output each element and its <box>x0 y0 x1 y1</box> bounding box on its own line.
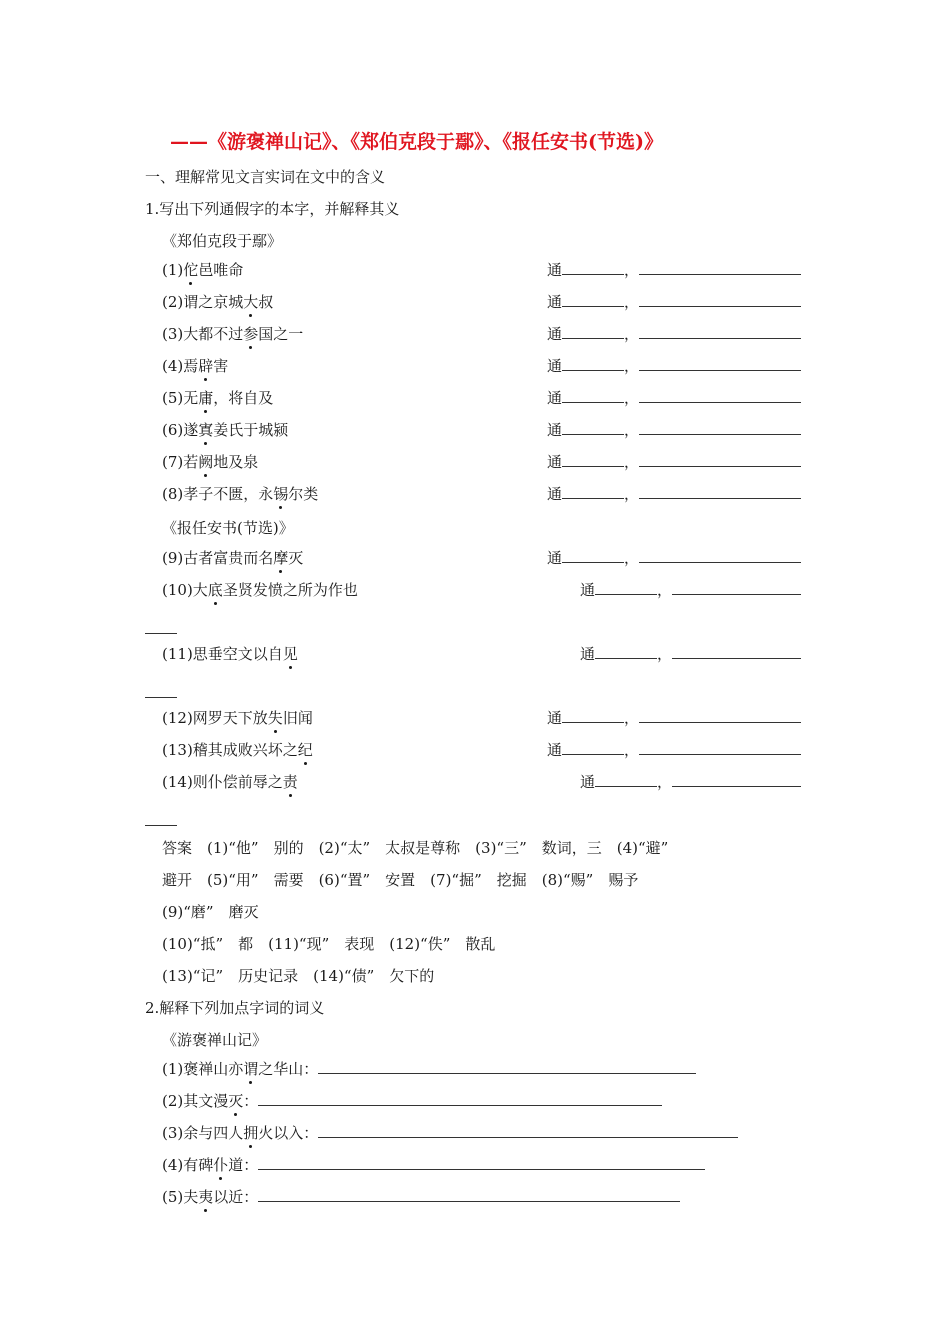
item-text: (9)古者富贵而名 <box>162 549 274 567</box>
item-text: 圣贤发愤之所为作也 <box>222 581 358 599</box>
original-char-blank[interactable] <box>562 356 624 371</box>
tong-label: 通 <box>547 709 563 727</box>
page-title: ——《游褒禅山记》、《郑伯克段于鄢》、《报任安书(节选)》 <box>170 131 663 153</box>
tong-label: 通 <box>547 357 563 375</box>
question-1-heading: 1.写出下列通假字的本字，并解释其义 <box>145 200 400 218</box>
item-text: 旧闻 <box>282 709 313 727</box>
item-text-row <box>162 324 303 344</box>
meaning-blank[interactable] <box>639 484 801 499</box>
item-text: 尔类 <box>288 485 319 503</box>
answer-line-2: 避开 (5)“用” 需要 (6)“置” 安置 (7)“掘” 挖掘 (8)“赐” 赐予 <box>162 871 639 889</box>
answer-blank-group <box>547 484 801 504</box>
item-text-row <box>162 356 228 376</box>
original-char-blank[interactable] <box>562 484 624 499</box>
emphasized-char: 灭 <box>228 1092 244 1110</box>
item-text-row <box>162 644 298 664</box>
comma: ， <box>624 293 640 311</box>
item-text: (1)褒禅山亦 <box>162 1060 244 1078</box>
item-text: (5)夫 <box>162 1188 199 1206</box>
answer-line-1: 答案 (1)“他” 别的 (2)“太” 太叔是尊称 (3)“三” 数词，三 (4)“避” <box>162 839 669 857</box>
emphasized-char: 寘 <box>198 421 214 439</box>
definition-blank[interactable] <box>258 1155 705 1170</box>
tong-label: 通 <box>547 485 563 503</box>
answer-blank-group <box>547 356 801 376</box>
comma: ， <box>624 357 640 375</box>
meaning-blank[interactable] <box>672 580 801 595</box>
tong-label: 通 <box>547 389 563 407</box>
tong-label: 通 <box>547 325 563 343</box>
item-text: 之华山： <box>258 1060 319 1078</box>
item-text: (3)大都不过 <box>162 325 244 343</box>
original-char-blank[interactable] <box>562 420 624 435</box>
comma: ， <box>624 485 640 503</box>
item-text-row <box>162 548 303 568</box>
meaning-blank[interactable] <box>639 388 801 403</box>
definition-blank[interactable] <box>258 1091 662 1106</box>
comma: ， <box>624 741 640 759</box>
comma: ， <box>624 709 640 727</box>
item-text-row <box>162 1059 696 1079</box>
tong-label: 通 <box>547 293 563 311</box>
item-text: ，将自及 <box>213 389 274 407</box>
meaning-blank[interactable] <box>639 292 801 307</box>
emphasized-char: 纪 <box>297 741 313 759</box>
item-text: (2)谓之京城 <box>162 293 244 311</box>
comma: ， <box>624 421 640 439</box>
item-text-row <box>162 1187 680 1207</box>
item-text: (12)网罗天下放 <box>162 709 268 727</box>
item-text: (2)其文漫 <box>162 1092 229 1110</box>
answer-blank-group <box>547 740 801 760</box>
tong-label: 通 <box>580 645 596 663</box>
item-text-row <box>162 1155 705 1175</box>
original-char-blank[interactable] <box>562 292 624 307</box>
emphasized-char: 锡 <box>273 485 289 503</box>
emphasized-char: 阙 <box>198 453 214 471</box>
item-text: (7)若 <box>162 453 199 471</box>
item-text: 以近： <box>213 1188 259 1206</box>
emphasized-char: 大 <box>243 293 259 311</box>
wrap-underline <box>145 811 177 831</box>
answer-blank-group <box>580 580 801 600</box>
wrap-underline <box>145 683 177 703</box>
item-text-row <box>162 1091 662 1111</box>
original-char-blank[interactable] <box>562 740 624 755</box>
definition-blank[interactable] <box>318 1123 738 1138</box>
comma: ， <box>657 581 673 599</box>
item-text: 道： <box>228 1156 259 1174</box>
meaning-blank[interactable] <box>639 420 801 435</box>
meaning-blank[interactable] <box>639 260 801 275</box>
emphasized-char: 底 <box>207 581 223 599</box>
item-text: 地及泉 <box>213 453 259 471</box>
item-text-row <box>162 388 273 408</box>
section-heading-1: 一、理解常见文言实词在文中的含义 <box>145 168 386 186</box>
group-title-zheng-bo: 《郑伯克段于鄢》 <box>162 232 283 250</box>
comma: ， <box>624 261 640 279</box>
tong-label: 通 <box>547 453 563 471</box>
item-text: (4)焉 <box>162 357 199 375</box>
item-text: (5)无 <box>162 389 199 407</box>
meaning-blank[interactable] <box>639 356 801 371</box>
original-char-blank[interactable] <box>562 388 624 403</box>
item-text: (10)大 <box>162 581 208 599</box>
group-title-bao-ren-an-shu: 《报任安书(节选)》 <box>162 519 294 537</box>
item-text: (1) <box>162 261 184 279</box>
emphasized-char: 责 <box>282 773 298 791</box>
item-text-row <box>162 708 313 728</box>
meaning-blank[interactable] <box>672 644 801 659</box>
answer-line-3: (9)“磨” 磨灭 <box>162 903 259 921</box>
item-text-row <box>162 580 358 600</box>
meaning-blank[interactable] <box>639 324 801 339</box>
wrap-underline <box>145 619 177 639</box>
comma: ， <box>624 453 640 471</box>
item-text-row <box>162 772 298 792</box>
item-text: (14)则仆偿前辱之 <box>162 773 283 791</box>
item-text: (4)有碑 <box>162 1156 214 1174</box>
emphasized-char: 谓 <box>243 1060 259 1078</box>
comma: ， <box>657 645 673 663</box>
item-text: (11)思垂空文以自 <box>162 645 283 663</box>
item-text-row <box>162 740 313 760</box>
answer-line-5: (13)“记” 历史记录 (14)“债” 欠下的 <box>162 967 435 985</box>
original-char-blank[interactable] <box>595 644 657 659</box>
item-text: 邑唯命 <box>198 261 244 279</box>
item-text: (8)孝子不匮，永 <box>162 485 274 503</box>
original-char-blank[interactable] <box>562 452 624 467</box>
item-text-row <box>162 260 243 280</box>
original-char-blank[interactable] <box>562 708 624 723</box>
comma: ， <box>624 389 640 407</box>
answer-blank-group <box>547 324 801 344</box>
item-text-row <box>162 292 273 312</box>
item-text: 国之一 <box>258 325 304 343</box>
answer-blank-group <box>547 420 801 440</box>
definition-blank[interactable] <box>318 1059 696 1074</box>
original-char-blank[interactable] <box>595 772 657 787</box>
item-text: ： <box>243 1092 259 1110</box>
answer-blank-group <box>547 292 801 312</box>
item-text: 火以入： <box>258 1124 319 1142</box>
emphasized-char: 佗 <box>183 261 199 279</box>
item-text: 叔 <box>258 293 274 311</box>
tong-label: 通 <box>547 549 563 567</box>
answer-blank-group <box>547 260 801 280</box>
item-text-row <box>162 452 258 472</box>
original-char-blank[interactable] <box>562 324 624 339</box>
emphasized-char: 夷 <box>198 1188 214 1206</box>
meaning-blank[interactable] <box>639 548 801 563</box>
emphasized-char: 仆 <box>213 1156 229 1174</box>
item-text: (6)遂 <box>162 421 199 439</box>
tong-label: 通 <box>547 421 563 439</box>
tong-label: 通 <box>580 773 596 791</box>
original-char-blank[interactable] <box>595 580 657 595</box>
original-char-blank[interactable] <box>562 260 624 275</box>
comma: ， <box>624 325 640 343</box>
meaning-blank[interactable] <box>672 772 801 787</box>
emphasized-char: 失 <box>267 709 283 727</box>
answer-blank-group <box>580 772 801 792</box>
answer-line-4: (10)“抵” 都 (11)“现” 表现 (12)“佚” 散乱 <box>162 935 496 953</box>
definition-blank[interactable] <box>258 1187 680 1202</box>
item-text-row <box>162 484 318 504</box>
emphasized-char: 参 <box>243 325 259 343</box>
comma: ， <box>657 773 673 791</box>
original-char-blank[interactable] <box>562 548 624 563</box>
tong-label: 通 <box>580 581 596 599</box>
item-text: 姜氏于城颍 <box>213 421 289 439</box>
item-text: 害 <box>213 357 229 375</box>
group-title-you-bao-chan-shan: 《游褒禅山记》 <box>162 1031 268 1049</box>
tong-label: 通 <box>547 261 563 279</box>
item-text-row <box>162 1123 738 1143</box>
tong-label: 通 <box>547 741 563 759</box>
emphasized-char: 辟 <box>198 357 214 375</box>
item-text: (13)稽其成败兴坏之 <box>162 741 298 759</box>
item-text: (3)余与四人 <box>162 1124 244 1142</box>
answer-blank-group <box>580 644 801 664</box>
answer-blank-group <box>547 708 801 728</box>
item-text-row <box>162 420 288 440</box>
meaning-blank[interactable] <box>639 452 801 467</box>
answer-blank-group <box>547 548 801 568</box>
emphasized-char: 拥 <box>243 1124 259 1142</box>
emphasized-char: 庸 <box>198 389 214 407</box>
meaning-blank[interactable] <box>639 740 801 755</box>
answer-blank-group <box>547 452 801 472</box>
question-2-heading: 2.解释下列加点字词的词义 <box>145 999 325 1017</box>
item-text: 灭 <box>288 549 304 567</box>
emphasized-char: 摩 <box>273 549 289 567</box>
comma: ， <box>624 549 640 567</box>
answer-blank-group <box>547 388 801 408</box>
emphasized-char: 见 <box>282 645 298 663</box>
meaning-blank[interactable] <box>639 708 801 723</box>
